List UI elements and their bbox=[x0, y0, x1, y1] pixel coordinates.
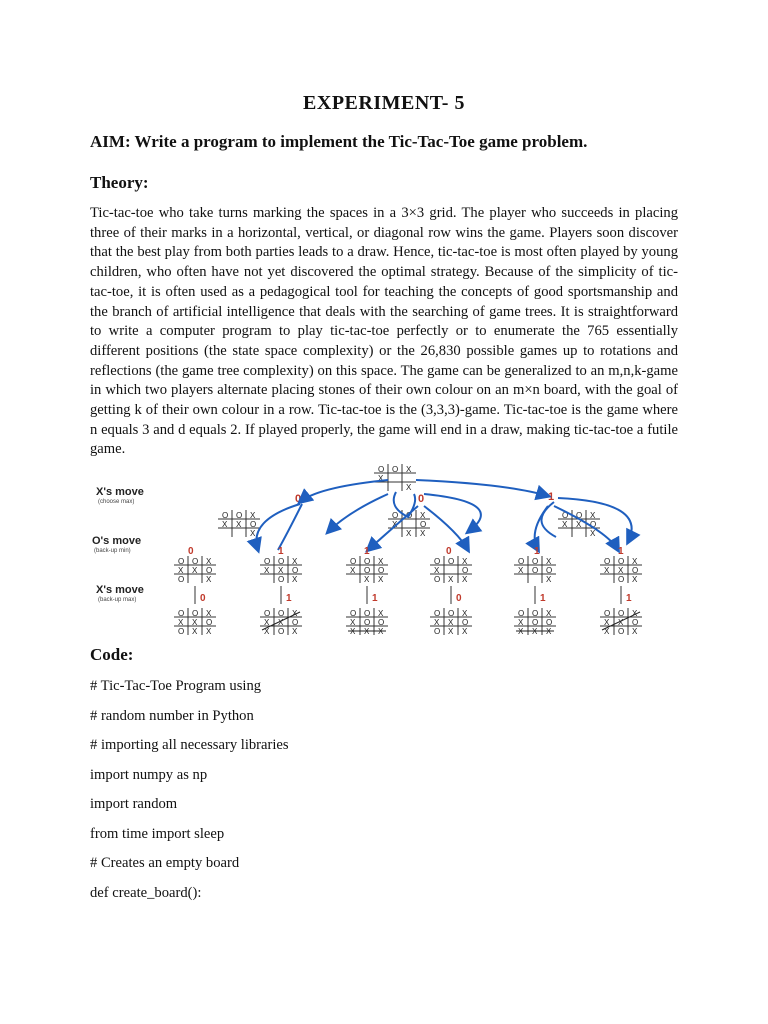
svg-text:X: X bbox=[448, 627, 454, 636]
svg-text:O: O bbox=[434, 627, 441, 636]
level2-board bbox=[514, 556, 556, 584]
level2-value: 0 bbox=[446, 546, 452, 557]
row-label-2 bbox=[92, 535, 141, 554]
level3-board bbox=[346, 608, 388, 636]
level2-value: 1 bbox=[618, 546, 624, 557]
svg-text:O: O bbox=[518, 609, 525, 618]
level3-board bbox=[174, 608, 216, 636]
level3-value: 1 bbox=[540, 593, 546, 604]
svg-text:O: O bbox=[392, 465, 399, 474]
svg-text:X: X bbox=[392, 520, 398, 529]
svg-text:O: O bbox=[364, 557, 371, 566]
svg-text:O: O bbox=[206, 618, 213, 627]
svg-text:O: O bbox=[378, 465, 385, 474]
svg-text:O: O bbox=[448, 609, 455, 618]
svg-text:X: X bbox=[206, 557, 212, 566]
svg-text:X: X bbox=[604, 618, 610, 627]
svg-text:X: X bbox=[192, 627, 198, 636]
level3-value: 1 bbox=[372, 593, 378, 604]
svg-text:O: O bbox=[618, 627, 625, 636]
svg-text:O: O bbox=[604, 609, 611, 618]
code-block bbox=[90, 676, 289, 912]
svg-text:X: X bbox=[250, 511, 256, 520]
svg-text:X: X bbox=[632, 609, 638, 618]
svg-text:X: X bbox=[632, 627, 638, 636]
svg-text:X's move: X's move bbox=[96, 584, 144, 596]
level3-value: 0 bbox=[200, 593, 206, 604]
svg-text:O's move: O's move bbox=[92, 535, 142, 547]
root-board bbox=[374, 464, 416, 492]
svg-text:X: X bbox=[364, 575, 370, 584]
svg-text:X: X bbox=[364, 627, 370, 636]
svg-text:X: X bbox=[350, 566, 356, 575]
code-line: def create_board(): bbox=[90, 884, 202, 901]
level3-value: 1 bbox=[286, 593, 292, 604]
svg-text:X: X bbox=[378, 474, 384, 483]
svg-text:O: O bbox=[278, 557, 285, 566]
theory-paragraph: Tic-tac-toe who take turns marking the spaces in a 3×3 grid. The player who succeeds in placing three of their marks in a horizontal, vertical, or diagonal row wins the game. Players soon discover that the best play from both parties leads to a draw. Hence, tic-tac-toe is most often played by young children, who often have not yet discovered the optimal strategy. Because of the simplicity of tic-tac-toe, it is often used as a pedagogical tool for teaching the concepts of good sportsmanship and the branch of artificial intelligence that deals with the searching of game trees. It is straightforward to write a computer program to play tic-tac-toe perfectly or to enumerate the 765 essentially different positions (the state space complexity) or the 26,830 possible games up to rotations and reflections (the game tree complexity) on this space. The game can be generalized to an m,n,k-game in which two players alternate placing stones of their own colour on an m×n board, with the goal of getting k of their own colour in a row. Tic-tac-toe is the (3,3,3)-game. Tic-tac-toe is the game where n equals 3 and d equals 2. If played properly, the game will end in a draw, making tic-tac-toe a futile game. bbox=[90, 205, 678, 458]
svg-text:O: O bbox=[364, 618, 371, 627]
svg-text:X's move: X's move bbox=[96, 486, 144, 498]
svg-text:O: O bbox=[532, 557, 539, 566]
code-line: # importing all necessary libraries bbox=[90, 737, 289, 753]
svg-text:X: X bbox=[250, 529, 256, 538]
code-line: # Tic-Tac-Toe Program using bbox=[90, 678, 262, 694]
svg-text:O: O bbox=[178, 627, 185, 636]
svg-text:X: X bbox=[546, 575, 552, 584]
svg-text:O: O bbox=[364, 609, 371, 618]
aim-label: AIM: bbox=[90, 132, 131, 151]
svg-text:X: X bbox=[448, 575, 454, 584]
svg-text:O: O bbox=[278, 627, 285, 636]
svg-text:(back-up min): (back-up min) bbox=[94, 548, 131, 554]
svg-text:X: X bbox=[292, 575, 298, 584]
svg-text:O: O bbox=[632, 618, 639, 627]
svg-text:O: O bbox=[590, 520, 597, 529]
svg-text:O: O bbox=[236, 511, 243, 520]
level2-value: 1 bbox=[364, 546, 370, 557]
svg-text:X: X bbox=[378, 609, 384, 618]
svg-text:O: O bbox=[618, 609, 625, 618]
svg-text:X: X bbox=[546, 609, 552, 618]
svg-text:X: X bbox=[420, 529, 426, 538]
svg-text:O: O bbox=[604, 557, 611, 566]
svg-text:O: O bbox=[532, 566, 539, 575]
svg-text:O: O bbox=[292, 566, 299, 575]
document-title: EXPERIMENT- 5 bbox=[303, 92, 465, 114]
svg-text:X: X bbox=[604, 627, 610, 636]
svg-text:X: X bbox=[406, 529, 412, 538]
svg-text:X: X bbox=[632, 575, 638, 584]
svg-text:X: X bbox=[604, 566, 610, 575]
svg-text:O: O bbox=[292, 618, 299, 627]
svg-text:O: O bbox=[178, 557, 185, 566]
svg-text:O: O bbox=[546, 618, 553, 627]
level3-value: 1 bbox=[626, 593, 632, 604]
level3-value: 0 bbox=[456, 593, 462, 604]
level3-board bbox=[260, 608, 302, 636]
level2-board bbox=[174, 556, 216, 584]
svg-text:X: X bbox=[590, 529, 596, 538]
svg-text:X: X bbox=[206, 609, 212, 618]
svg-text:X: X bbox=[448, 618, 454, 627]
svg-text:X: X bbox=[222, 520, 228, 529]
svg-text:O: O bbox=[178, 609, 185, 618]
svg-text:O: O bbox=[378, 566, 385, 575]
level1-board bbox=[218, 510, 260, 538]
svg-text:X: X bbox=[518, 627, 524, 636]
svg-text:O: O bbox=[532, 618, 539, 627]
level3-board bbox=[514, 608, 556, 636]
level2-value: 1 bbox=[278, 546, 284, 557]
svg-text:X: X bbox=[278, 618, 284, 627]
code-heading: Code: bbox=[90, 645, 134, 664]
svg-text:X: X bbox=[378, 575, 384, 584]
svg-text:O: O bbox=[378, 618, 385, 627]
code-line: import numpy as np bbox=[90, 766, 208, 783]
svg-text:X: X bbox=[462, 627, 468, 636]
aim-text: Write a program to implement the Tic-Tac-Toe game problem. bbox=[130, 132, 588, 151]
aim-line bbox=[90, 132, 587, 152]
svg-text:O: O bbox=[264, 557, 271, 566]
svg-text:O: O bbox=[632, 566, 639, 575]
svg-text:X: X bbox=[192, 566, 198, 575]
svg-text:X: X bbox=[206, 627, 212, 636]
code-line: import random bbox=[90, 796, 178, 812]
svg-text:O: O bbox=[206, 566, 213, 575]
svg-text:X: X bbox=[406, 465, 412, 474]
svg-text:X: X bbox=[278, 566, 284, 575]
svg-text:X: X bbox=[562, 520, 568, 529]
svg-text:O: O bbox=[350, 557, 357, 566]
svg-text:X: X bbox=[378, 557, 384, 566]
svg-text:X: X bbox=[178, 566, 184, 575]
svg-text:X: X bbox=[532, 627, 538, 636]
svg-text:O: O bbox=[264, 609, 271, 618]
svg-text:O: O bbox=[532, 609, 539, 618]
svg-text:X: X bbox=[590, 511, 596, 520]
svg-text:O: O bbox=[618, 575, 625, 584]
level3-board bbox=[600, 608, 642, 636]
level2-board bbox=[430, 556, 472, 584]
svg-text:O: O bbox=[562, 511, 569, 520]
svg-text:X: X bbox=[434, 618, 440, 627]
svg-text:X: X bbox=[434, 566, 440, 575]
svg-text:O: O bbox=[406, 511, 413, 520]
svg-text:X: X bbox=[178, 618, 184, 627]
svg-text:X: X bbox=[618, 566, 624, 575]
game-tree-diagram bbox=[88, 462, 668, 638]
svg-text:X: X bbox=[236, 520, 242, 529]
svg-text:X: X bbox=[462, 609, 468, 618]
svg-text:X: X bbox=[546, 557, 552, 566]
level2-board bbox=[600, 556, 642, 584]
svg-text:O: O bbox=[278, 575, 285, 584]
theory-heading: Theory: bbox=[90, 173, 149, 192]
svg-text:(choose max): (choose max) bbox=[98, 499, 135, 505]
svg-text:O: O bbox=[546, 566, 553, 575]
svg-text:O: O bbox=[518, 557, 525, 566]
level1-value: 0 bbox=[295, 493, 302, 505]
svg-text:O: O bbox=[448, 557, 455, 566]
svg-text:O: O bbox=[278, 609, 285, 618]
svg-text:X: X bbox=[292, 609, 298, 618]
code-line: # random number in Python bbox=[90, 707, 254, 724]
row-label-1 bbox=[96, 486, 144, 505]
level1-value: 1 bbox=[548, 491, 555, 503]
code-line: # Creates an empty board bbox=[90, 855, 240, 871]
svg-text:X: X bbox=[618, 618, 624, 627]
level3-board bbox=[430, 608, 472, 636]
level1-board bbox=[558, 510, 600, 538]
svg-text:O: O bbox=[364, 566, 371, 575]
svg-text:O: O bbox=[434, 575, 441, 584]
svg-text:X: X bbox=[576, 520, 582, 529]
svg-text:O: O bbox=[350, 609, 357, 618]
svg-text:O: O bbox=[462, 566, 469, 575]
svg-text:O: O bbox=[192, 609, 199, 618]
level2-value: 0 bbox=[188, 546, 194, 557]
svg-text:O: O bbox=[222, 511, 229, 520]
level2-value: 1 bbox=[534, 546, 540, 557]
svg-text:X: X bbox=[264, 566, 270, 575]
svg-text:X: X bbox=[292, 557, 298, 566]
svg-text:O: O bbox=[420, 520, 427, 529]
svg-text:O: O bbox=[618, 557, 625, 566]
svg-text:O: O bbox=[250, 520, 257, 529]
svg-text:O: O bbox=[576, 511, 583, 520]
svg-text:X: X bbox=[264, 627, 270, 636]
svg-text:X: X bbox=[518, 566, 524, 575]
svg-text:X: X bbox=[206, 575, 212, 584]
svg-text:X: X bbox=[350, 627, 356, 636]
svg-text:X: X bbox=[192, 618, 198, 627]
svg-text:X: X bbox=[406, 483, 412, 492]
svg-text:X: X bbox=[546, 627, 552, 636]
svg-text:X: X bbox=[264, 618, 270, 627]
svg-text:O: O bbox=[462, 618, 469, 627]
svg-text:(back-up max): (back-up max) bbox=[98, 597, 137, 603]
svg-text:X: X bbox=[632, 557, 638, 566]
svg-text:X: X bbox=[378, 627, 384, 636]
svg-text:X: X bbox=[420, 511, 426, 520]
svg-text:X: X bbox=[462, 575, 468, 584]
svg-text:O: O bbox=[434, 557, 441, 566]
svg-text:X: X bbox=[462, 557, 468, 566]
level2-board bbox=[260, 556, 302, 584]
svg-text:X: X bbox=[292, 627, 298, 636]
row-label-3 bbox=[96, 584, 144, 603]
svg-text:O: O bbox=[392, 511, 399, 520]
svg-text:X: X bbox=[518, 618, 524, 627]
svg-text:O: O bbox=[178, 575, 185, 584]
svg-text:O: O bbox=[434, 609, 441, 618]
svg-text:O: O bbox=[192, 557, 199, 566]
level1-value: 0 bbox=[418, 493, 425, 505]
level2-board bbox=[346, 556, 388, 584]
code-line: from time import sleep bbox=[90, 825, 225, 842]
svg-text:X: X bbox=[350, 618, 356, 627]
